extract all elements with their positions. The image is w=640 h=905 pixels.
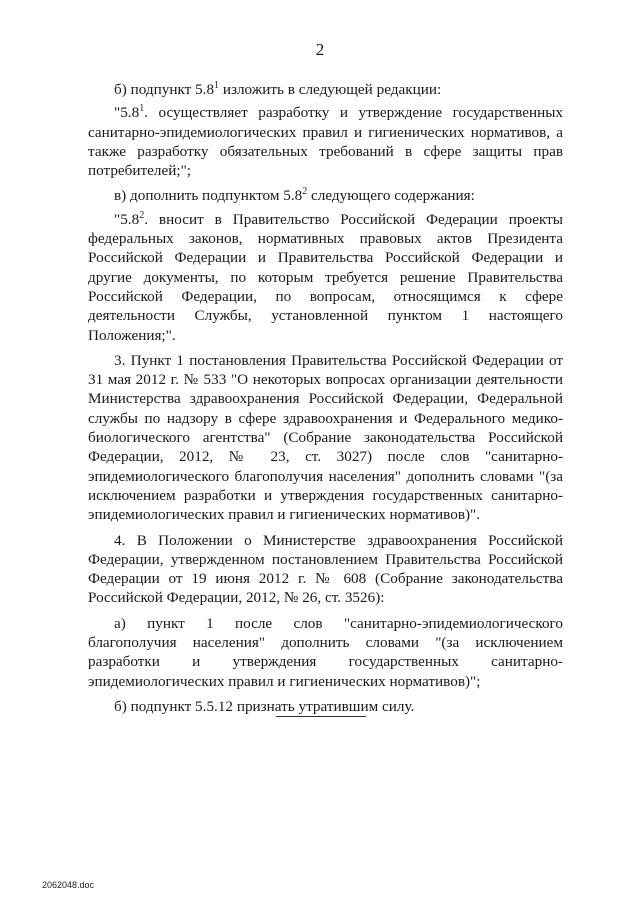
end-separator-line [276, 716, 366, 717]
page-number: 2 [315, 40, 325, 59]
item-b-quote-rest: . осуществляет разработку и утверждение государственных санитарно-эпидемиологических правил и гигиенических нормативов, а также разработку обязательных требований в сфере защиты прав потребителей;"; [88, 104, 563, 180]
item-v-quote-rest: . вносит в Правительство Российской Федерации проекты федеральных законов, нормативных правовых актов Президента Российской Федерации и Правительства Российской Федерации и другие документы, по которым требуется решение Правительства Российской Федерации, по вопросам, относящимся к сфере деятельности Службы, установленной пунктом 1 настоящего Положения;". [88, 210, 563, 344]
item-v-quote-text: "5.8 [114, 210, 140, 228]
document-body [88, 80, 563, 722]
item-b-intro [88, 80, 563, 99]
paragraph-4a: а) пункт 1 после слов "санитарно-эпидемиологического благополучия населения" дополнить словами "(за исключением разработки и утверждения государственных санитарно-эпидемиологических правил и гигиенических нормативов)"; [88, 614, 563, 690]
item-v-intro-sup: 2 [302, 186, 308, 198]
footer-file-reference: 2062048.doc [42, 880, 95, 890]
item-v-intro-text: в) дополнить подпунктом 5.8 [114, 187, 303, 205]
item-v-quote-sup: 2 [139, 209, 145, 221]
item-b-intro-sup: 1 [214, 79, 220, 91]
paragraph-4b: б) подпункт 5.5.12 признать утратившим силу. [114, 697, 415, 715]
item-b-quote-sup: 1 [139, 103, 145, 115]
item-v-intro-rest: следующего содержания: [307, 187, 475, 205]
item-v-intro [88, 186, 563, 205]
item-b-quote-text: "5.8 [114, 104, 140, 122]
item-b-quote [88, 103, 563, 180]
item-b-intro-text: б) подпункт 5.8 [114, 81, 215, 98]
paragraph-3: 3. Пункт 1 постановления Правительства Российской Федерации от 31 мая 2012 г. № 533 "О некоторых вопросах организации деятельности Министерства здравоохранения Российской Федерации, Федеральной службы по надзору в сфере здравоохранения и Федерального медико-биологического агентства" (Собрание законодательства Российской Федерации, 2012, № 23, ст. 3027) после слов "санитарно-эпидемиологического благополучия населения" дополнить словами "(за исключением разработки и утверждения государственных санитарно-эпидемиологических правил и гигиенических нормативов)". [88, 351, 563, 524]
paragraph-4: 4. В Положении о Министерстве здравоохранения Российской Федерации, утвержденном постановлением Правительства Российской Федерации от 19 июня 2012 г. № 608 (Собрание законодательства Российской Федерации, 2012, № 26, ст. 3526): [88, 531, 563, 607]
item-b-intro-rest: изложить в следующей редакции: [219, 81, 442, 98]
item-v-quote [88, 210, 563, 345]
